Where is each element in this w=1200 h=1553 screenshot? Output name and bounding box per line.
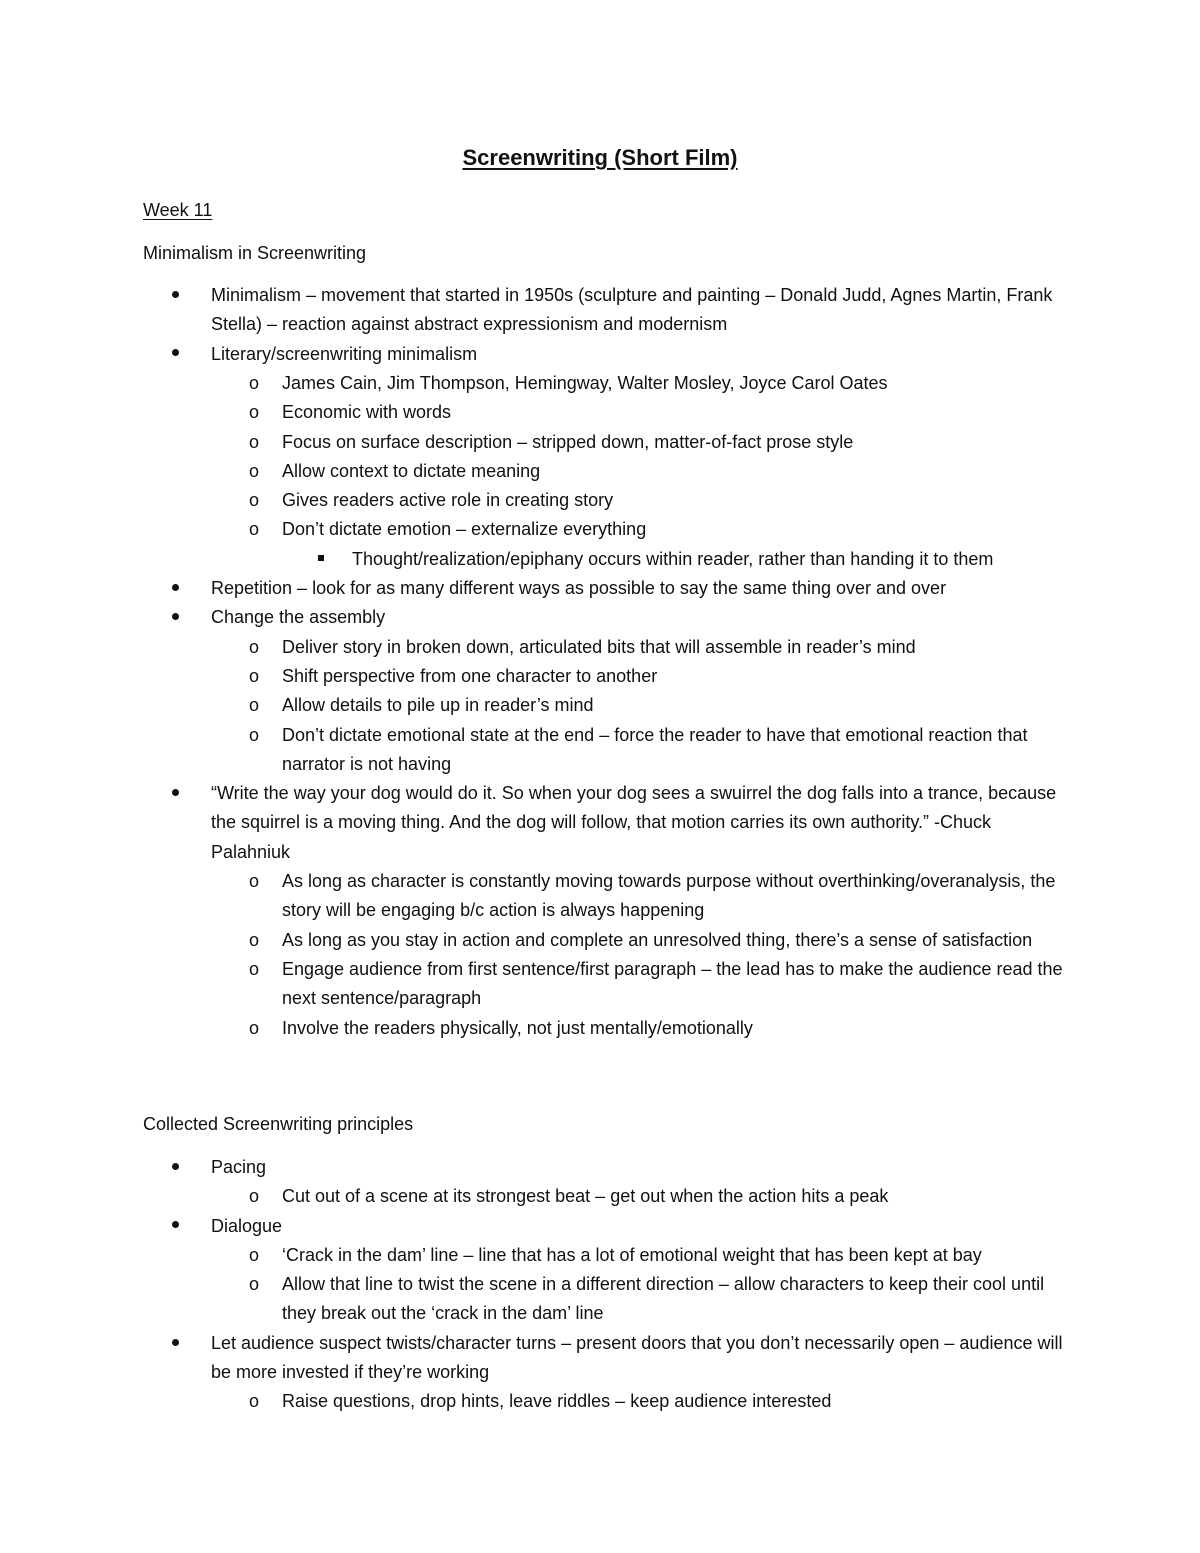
bullet-circle: o <box>249 431 260 452</box>
bullet-circle: o <box>249 929 260 950</box>
bullet-circle: o <box>249 724 260 745</box>
list-item: James Cain, Jim Thompson, Hemingway, Walter Mosley, Joyce Carol Oates <box>282 372 888 393</box>
list-item: Gives readers active role in creating story <box>282 490 614 511</box>
week-label: Week 11 <box>143 200 213 220</box>
bullet-dot <box>172 603 179 632</box>
bullet-circle: o <box>249 695 260 716</box>
list-item: Cut out of a scene at its strongest beat – get out when the action hits a peak <box>282 1186 889 1207</box>
bullet-circle: o <box>249 372 260 393</box>
document-title: Screenwriting (Short Film) <box>462 145 738 170</box>
bullet-circle: o <box>249 490 260 511</box>
list-item: Pacing <box>211 1157 267 1177</box>
list-item: Shift perspective from one character to another <box>282 665 658 686</box>
list-item: ‘Crack in the dam’ line – line that has a lot of emotional weight that has been kept at bay <box>282 1244 982 1265</box>
list-item: Involve the readers physically, not just mentally/emotionally <box>282 1017 753 1038</box>
list-item: Engage audience from first sentence/first paragraph – the lead has to make the audience read the next sentence/paragraph <box>282 958 1063 1009</box>
list-item: Focus on surface description – stripped down, matter-of-fact prose style <box>282 431 854 452</box>
list-item: Don’t dictate emotion – externalize everything <box>282 519 647 540</box>
list-item: Allow that line to twist the scene in a different direction – allow characters to keep their cool until they break out the ‘crack in the dam’ line <box>282 1274 1045 1324</box>
bullet-dot <box>172 340 179 369</box>
list-item: Allow details to pile up in reader’s mind <box>282 695 594 716</box>
list-item: Thought/realization/epiphany occurs within reader, rather than handing it to them <box>352 548 994 569</box>
list-item: Repetition – look for as many different ways as possible to say the same thing over and over <box>211 578 947 598</box>
list-item: As long as you stay in action and complete an unresolved thing, there’s a sense of satisfaction <box>282 929 1033 950</box>
bullet-dot <box>172 1153 179 1182</box>
bullet-square <box>318 545 324 574</box>
bullet-circle: o <box>249 1391 260 1412</box>
list-item: As long as character is constantly moving towards purpose without overthinking/overanalysis, the story will be engaging b/c action is always happening <box>282 871 1056 921</box>
bullet-dot <box>172 1212 179 1241</box>
bullet-circle: o <box>249 958 260 979</box>
bullet-dot <box>172 779 179 808</box>
section-heading: Minimalism in Screenwriting <box>143 243 367 263</box>
bullet-circle: o <box>249 636 260 657</box>
bullet-circle: o <box>249 665 260 686</box>
bullet-circle: o <box>249 1244 260 1265</box>
list-item: Let audience suspect twists/character turns – present doors that you don’t necessarily open – audience will be more invested if they’re working <box>211 1332 1063 1383</box>
bullet-circle: o <box>249 519 260 540</box>
bullet-circle: o <box>249 1017 260 1038</box>
bullet-dot <box>172 574 179 603</box>
bullet-dot <box>172 281 179 310</box>
list-item: Dialogue <box>211 1215 283 1236</box>
bullet-circle: o <box>249 402 260 423</box>
bullet-circle: o <box>249 871 260 891</box>
list-item: Raise questions, drop hints, leave riddles – keep audience interested <box>282 1391 832 1412</box>
bullet-circle: o <box>249 460 260 481</box>
bullet-circle: o <box>249 1186 260 1207</box>
section-heading: Collected Screenwriting principles <box>143 1114 414 1134</box>
list-item: Allow context to dictate meaning <box>282 460 541 481</box>
list-item: Literary/screenwriting minimalism <box>211 343 478 364</box>
list-item: Deliver story in broken down, articulated bits that will assemble in reader’s mind <box>282 636 916 657</box>
list-item: Minimalism – movement that started in 1950s (sculpture and painting – Donald Judd, Agnes Martin, Frank Stella) – reaction against abstract expressionism and modernism <box>211 285 1053 335</box>
list-item: “Write the way your dog would do it. So when your dog sees a swuirrel the dog falls into a trance, because the squirrel is a moving thing. And the dog will follow, that motion carries its own authority.” -Chuck Palahniuk <box>211 783 1057 862</box>
list-item: Don’t dictate emotional state at the end – force the reader to have that emotional reaction that narrator is not having <box>282 724 1028 774</box>
bullet-circle: o <box>249 1274 260 1295</box>
list-item: Economic with words <box>282 402 452 423</box>
bullet-dot <box>172 1329 179 1358</box>
list-item: Change the assembly <box>211 607 386 628</box>
